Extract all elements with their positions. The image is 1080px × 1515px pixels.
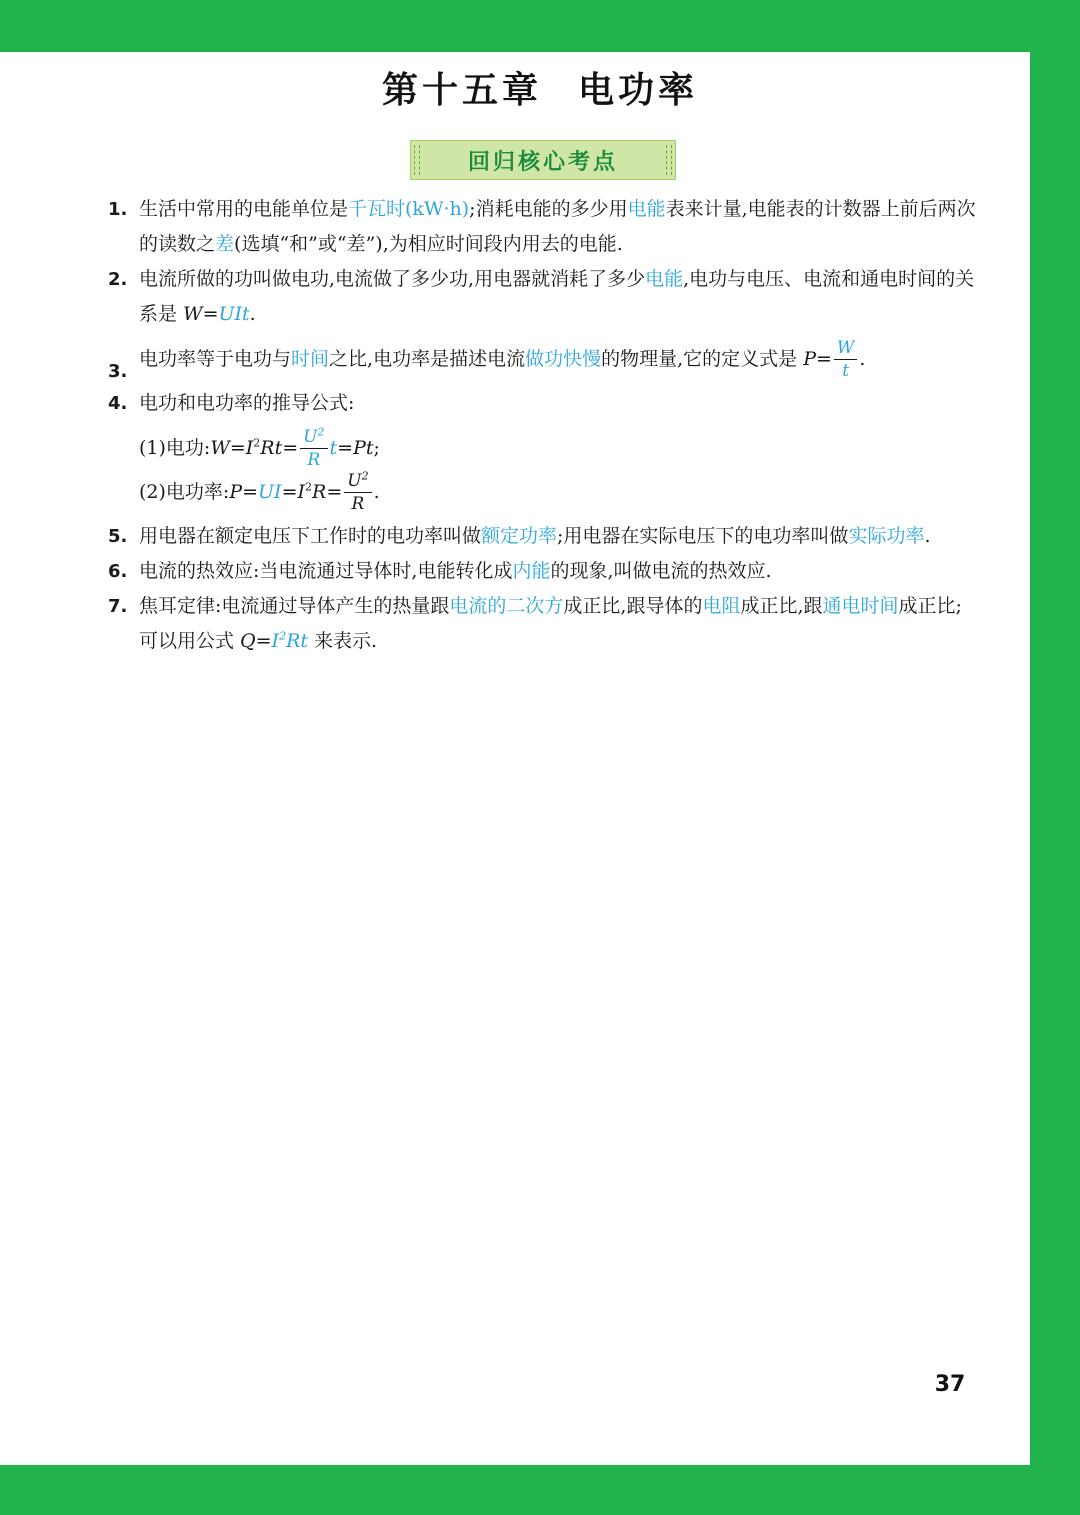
math-operator: = [282, 437, 299, 459]
item-number-value: 6 [108, 561, 121, 582]
math-symbol: I [271, 630, 280, 652]
answer: 电阻 [702, 595, 741, 617]
answer: 实际功率 [848, 525, 925, 547]
text: ,电功与电压、电流和通电时间的关系是 [139, 268, 975, 325]
exponent: 2 [361, 469, 369, 483]
math-operator: = [326, 481, 343, 503]
text: 表来计量,电能表的计数器上前后两次的读数之 [139, 198, 976, 255]
fraction-denominator: R [307, 450, 321, 470]
text: 电功和电功率的推导公式: [139, 392, 355, 414]
answer: 差 [215, 233, 235, 255]
key-point-2 [108, 262, 978, 332]
math-symbol: U [347, 471, 362, 491]
math-operator: = [255, 630, 272, 652]
item-number-value: 3 [108, 361, 121, 382]
text: 成正比;可以用公式 [139, 595, 962, 652]
chapter-name: 电功率 [578, 70, 699, 111]
key-point-1 [108, 192, 978, 262]
text: 成正比,跟导体的 [563, 595, 703, 617]
math-symbol: U [303, 427, 318, 447]
text: ; [373, 437, 380, 459]
math-symbol: Rt [260, 437, 283, 459]
formula-electric-power [108, 469, 978, 514]
dashed-border-right [666, 145, 672, 175]
item-number: 6. [108, 561, 128, 582]
exponent: 2 [279, 629, 287, 643]
fraction [344, 469, 371, 514]
key-point-4 [108, 386, 978, 421]
answer: 千瓦时(kW·h) [348, 198, 470, 220]
exponent: 2 [253, 436, 261, 450]
fraction-numerator [300, 425, 327, 449]
text: ;用电器在实际电压下的电功率叫做 [557, 525, 849, 547]
answer: 做功快慢 [525, 348, 602, 370]
math-symbol: P [229, 481, 243, 503]
answer: 额定功率 [481, 525, 558, 547]
math-operator: = [229, 437, 246, 459]
item-number: 4. [108, 393, 128, 414]
answer: 内能 [512, 560, 551, 582]
answer: 电能 [627, 198, 666, 220]
item-number: 5. [108, 526, 128, 547]
item-number: 2. [108, 269, 128, 290]
math-symbol: W [210, 437, 230, 459]
math-symbol: Rt [286, 630, 309, 652]
text: . [249, 303, 256, 325]
exponent: 2 [305, 480, 313, 494]
answer-formula: t [329, 437, 338, 459]
math-operator: = [281, 481, 298, 503]
item-number: 3. [108, 361, 128, 382]
fraction-denominator: t [842, 361, 850, 381]
dashed-border-left [414, 145, 420, 175]
formula-label: (1)电功: [139, 437, 211, 459]
item-number: 7. [108, 596, 128, 617]
math-symbol: I [245, 437, 254, 459]
answer: 电能 [645, 268, 684, 290]
math-operator: = [202, 303, 219, 325]
text: 用电器在额定电压下工作时的电功率叫做 [139, 525, 482, 547]
chapter-number: 第十五章 [381, 70, 542, 111]
text: 的物理量,它的定义式是 [601, 348, 804, 370]
key-point-3 [108, 340, 978, 380]
item-number-value: 7 [108, 596, 121, 617]
key-points-list [108, 192, 978, 659]
math-symbol: P [803, 348, 816, 370]
answer-formula [272, 630, 308, 652]
text: (选填“和”或“差”),为相应时间段内用去的电能. [234, 233, 623, 255]
chapter-title [0, 62, 1080, 113]
answer: 通电时间 [822, 595, 899, 617]
item-number-value: 4 [108, 393, 121, 414]
formula-label: (2)电功率: [139, 481, 230, 503]
key-point-5 [108, 519, 978, 554]
math-symbol: Q [240, 630, 256, 652]
fraction-numerator: W [834, 340, 857, 360]
text: 来表示. [308, 630, 378, 652]
item-number-value: 1 [108, 199, 121, 220]
exponent: 2 [317, 425, 325, 439]
fraction-denominator: R [351, 494, 365, 514]
math-operator: = [242, 481, 259, 503]
text: 焦耳定律:电流通过导体产生的热量跟 [139, 595, 450, 617]
text: . [924, 525, 931, 547]
answer-formula: UI [258, 481, 282, 503]
math-symbol: W [183, 303, 203, 325]
text: 电流所做的功叫做电功,电流做了多少功,用电器就消耗了多少 [139, 268, 646, 290]
text: 成正比,跟 [740, 595, 823, 617]
fraction [834, 340, 857, 380]
item-number-value: 5 [108, 526, 121, 547]
fraction-numerator [344, 469, 371, 493]
text: 电流的热效应:当电流通过导体时,电能转化成 [139, 560, 513, 582]
text: 生活中常用的电能单位是 [139, 198, 349, 220]
section-label-box [410, 140, 676, 180]
math-operator: = [337, 437, 354, 459]
math-operator: = [815, 348, 832, 370]
fraction [300, 425, 327, 470]
text: . [373, 481, 380, 503]
math-symbol: Pt [353, 437, 374, 459]
answer: 电流的二次方 [449, 595, 564, 617]
item-number: 1. [108, 199, 128, 220]
section-label: 回归核心考点 [467, 149, 618, 175]
text: . [859, 348, 866, 370]
text: 之比,电功率是描述电流 [329, 348, 526, 370]
text: 的现象,叫做电流的热效应. [550, 560, 772, 582]
key-point-6 [108, 554, 978, 589]
math-symbol: I [297, 481, 306, 503]
answer-formula: UIt [218, 303, 250, 325]
key-point-7 [108, 589, 978, 659]
answer: 时间 [291, 348, 330, 370]
item-number-value: 2 [108, 269, 121, 290]
text: 电功率等于电功与 [139, 348, 292, 370]
text: ;消耗电能的多少用 [469, 198, 628, 220]
formula-electric-work [108, 425, 978, 470]
page-number: 37 [934, 1372, 966, 1397]
math-symbol: R [312, 481, 327, 503]
